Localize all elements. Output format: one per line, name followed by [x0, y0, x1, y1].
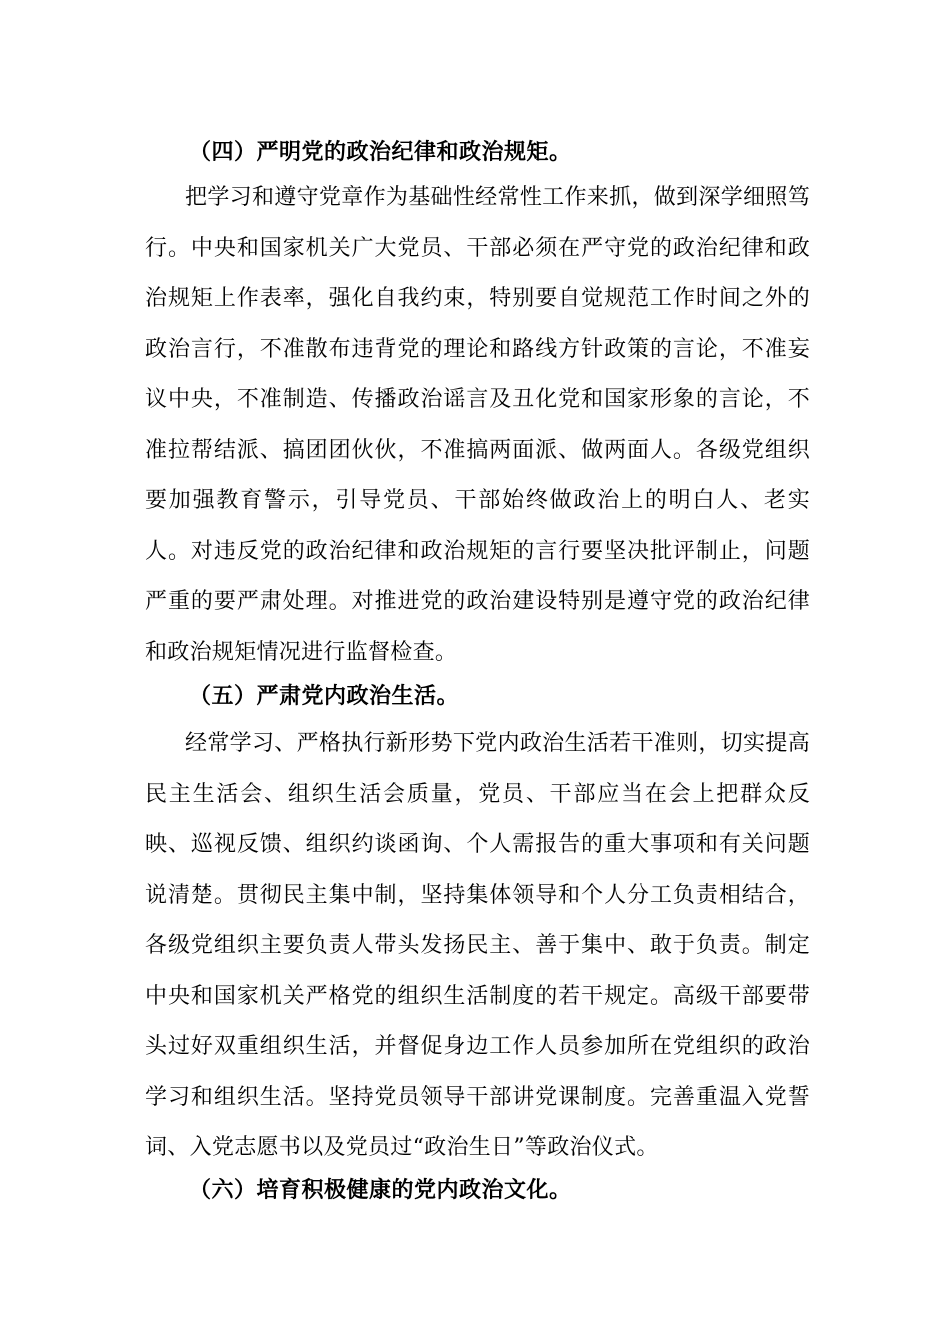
section-heading-5: （五）严肃党内政治生活。: [189, 683, 460, 709]
section-heading-4: （四）严明党的政治纪律和政治规矩。: [189, 139, 572, 165]
section-paragraph-4: 把学习和遵守党章作为基础性经常性工作来抓，做到深学细照笃行。中央和国家机关广大党员、干部必须在严守党的政治纪律和政治规矩上作表率，强化自我约束，特别要自觉规范工作时间之外的政治言行，不准散布违背党的理论和路线方针政策的言论，不准妄议中央，不准制造、传播政治谣言及丑化党和国家形象的言论，不准拉帮结派、搞团团伙伙，不准搞两面派、做两面人。各级党组织要加强教育警示，引导党员、干部始终做政治上的明白人、老实人。对违反党的政治纪律和政治规矩的言行要坚决批评制止，问题严重的要严肃处理。对推进党的政治建设特别是遵守党的政治纪律和政治规矩情况进行监督检查。: [145, 185, 810, 665]
section-paragraph-5: 经常学习、严格执行新形势下党内政治生活若干准则，切实提高民主生活会、组织生活会质量，党员、干部应当在会上把群众反映、巡视反馈、组织约谈函询、个人需报告的重大事项和有关问题说清楚。贯彻民主集中制，坚持集体领导和个人分工负责相结合，各级党组织主要负责人带头发扬民主、善于集中、敢于负责。制定中央和国家机关严格党的组织生活制度的若干规定。高级干部要带头过好双重组织生活，并督促身边工作人员参加所在党组织的政治学习和组织生活。坚持党员领导干部讲党课制度。完善重温入党誓词、入党志愿书以及党员过“政治生日”等政治仪式。: [145, 731, 810, 1160]
section-heading-6: （六）培育积极健康的党内政治文化。: [189, 1177, 572, 1203]
